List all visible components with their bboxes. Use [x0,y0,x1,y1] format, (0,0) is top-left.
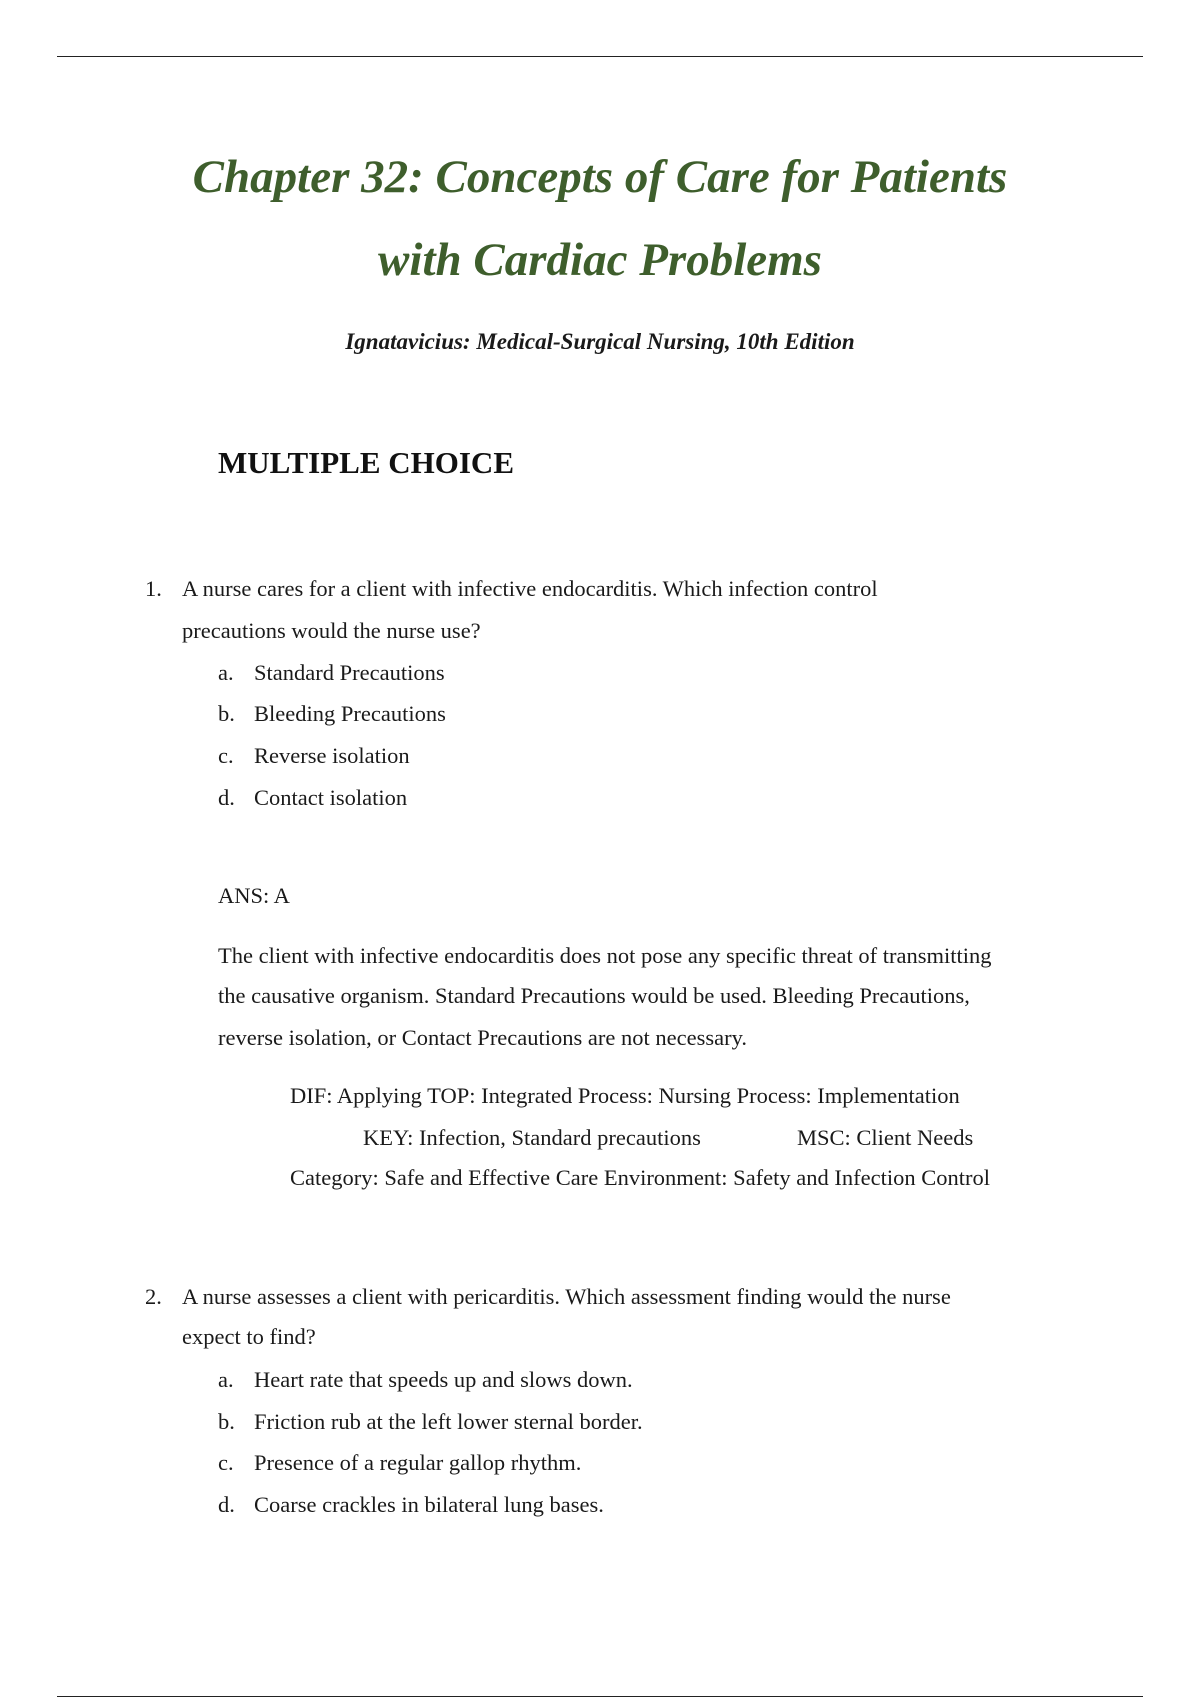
option-text: Heart rate that speeds up and slows down. [254,1367,633,1392]
option-letter: a. [218,660,234,685]
question-number: 1. [145,576,162,601]
question-stem-line: A nurse assesses a client with pericarditis. Which assessment finding would the nurse [182,1284,951,1309]
meta-key: KEY: Infection, Standard precautions [363,1125,701,1150]
rationale-line: The client with infective endocarditis does not pose any specific threat of transmitting [218,943,992,968]
book-subtitle: Ignatavicius: Medical-Surgical Nursing, 10th Edition [345,329,855,354]
question-stem-line: A nurse cares for a client with infective endocarditis. Which infection control [182,576,878,601]
option-letter: c. [218,743,234,768]
rationale-line: reverse isolation, or Contact Precautions are not necessary. [218,1025,747,1050]
option-letter: d. [218,1492,235,1517]
option-text: Bleeding Precautions [254,701,446,726]
option-letter: c. [218,1450,234,1475]
option-text: Contact isolation [254,785,408,810]
option-letter: b. [218,1409,235,1434]
option-text: Friction rub at the left lower sternal border. [254,1409,643,1434]
meta-difficulty-topic: DIF: Applying TOP: Integrated Process: Nursing Process: Implementation [290,1083,960,1108]
option-letter: b. [218,701,235,726]
option-text: Standard Precautions [254,660,445,685]
chapter-title [100,136,1100,302]
option-text: Coarse crackles in bilateral lung bases. [254,1492,604,1517]
question-number: 2. [145,1284,162,1309]
meta-category: Category: Safe and Effective Care Environment: Safety and Infection Control [290,1165,990,1190]
chapter-title-line-2: with Cardiac Problems [378,234,822,286]
bottom-rule [57,1696,1143,1697]
option-text: Reverse isolation [254,743,410,768]
rationale-line: the causative organism. Standard Precautions would be used. Bleeding Precautions, [218,983,970,1008]
option-letter: a. [218,1367,234,1392]
question-stem-line: precautions would the nurse use? [182,618,481,643]
chapter-title-line-1: Chapter 32: Concepts of Care for Patients [192,151,1008,203]
option-text: Presence of a regular gallop rhythm. [254,1450,582,1475]
question-stem-line: expect to find? [182,1324,316,1349]
option-letter: d. [218,785,235,810]
section-heading: MULTIPLE CHOICE [218,445,514,480]
answer-key: ANS: A [218,883,290,908]
meta-msc: MSC: Client Needs [797,1125,974,1150]
top-rule [57,56,1143,57]
